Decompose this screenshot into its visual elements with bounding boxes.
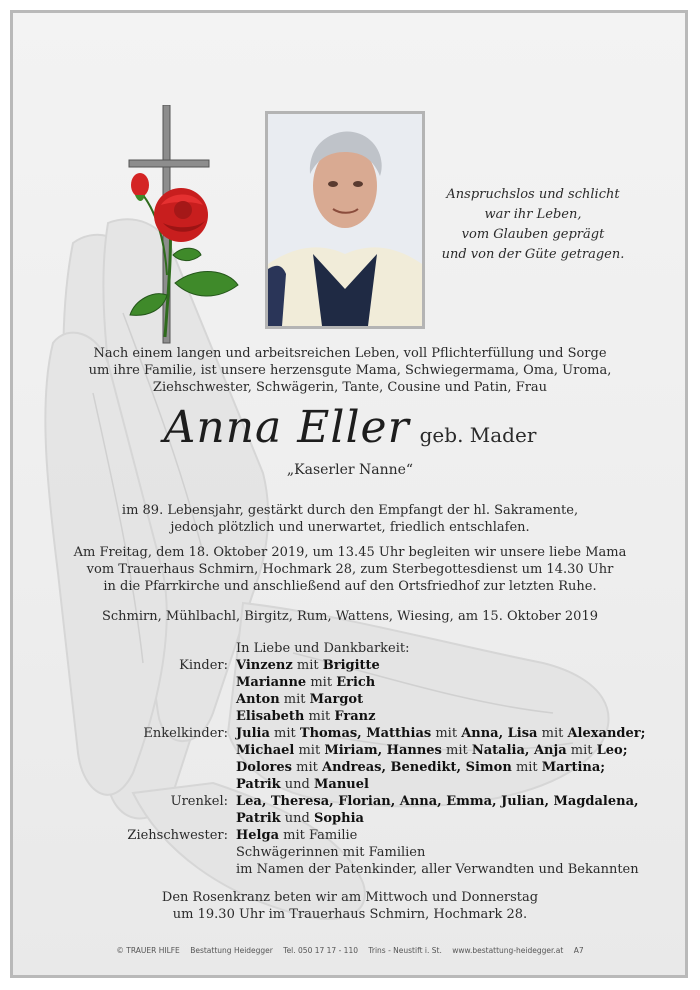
- death-line: im 89. Lebensjahr, gestärkt durch den Empfangt der hl. Sakramente,: [121, 503, 579, 518]
- cross-with-rose-icon: [113, 105, 253, 350]
- connector-text: mit: [511, 760, 542, 775]
- connector-text: und: [280, 811, 314, 826]
- funeral-line: Am Freitag, dem 18. Oktober 2019, um 13.45 Uhr begleiten wir unsere liebe Mama: [73, 545, 627, 560]
- connector-text: mit Familie: [279, 828, 358, 843]
- group-names: [236, 793, 639, 827]
- mourner-name: Margot: [309, 692, 364, 707]
- mourner-name: Alexander;: [567, 726, 646, 741]
- death-text: [60, 502, 640, 536]
- mourner-line: [236, 793, 639, 810]
- connector-text: im Namen der Patenkinder, aller Verwandten und Bekannten: [236, 862, 639, 877]
- mourner-name: Natalia, Anja: [471, 743, 567, 758]
- rosary-line: um 19.30 Uhr im Trauerhaus Schmirn, Hochmark 28.: [172, 907, 528, 922]
- funeral-line: vom Trauerhaus Schmirn, Hochmark 28, zum Sterbegottesdienst um 14.30 Uhr: [86, 562, 614, 577]
- mourner-name: Manuel: [314, 777, 369, 792]
- mourner-name: Anna, Lisa: [461, 726, 538, 741]
- mourner-group-children: [100, 657, 640, 725]
- connector-text: mit: [294, 743, 325, 758]
- connector-text: mit: [441, 743, 472, 758]
- intro-line: Nach einem langen und arbeitsreichen Leben, voll Pflichterfüllung und Sorge: [93, 346, 607, 361]
- mourner-name: Martina;: [541, 760, 606, 775]
- mourner-line: [236, 674, 380, 691]
- deceased-heading: [0, 402, 700, 453]
- intro-text: [60, 345, 640, 396]
- mourners-list: [100, 657, 646, 878]
- intro-line: Ziehschwester, Schwägerin, Tante, Cousine und Patin, Frau: [152, 380, 548, 395]
- nickname: „Kaserler Nanne“: [286, 462, 414, 478]
- group-label: Urenkel:: [170, 794, 228, 809]
- mourner-line: [236, 759, 645, 776]
- quote-line: und von der Güte getragen.: [441, 247, 625, 262]
- mourner-name: Helga: [236, 828, 280, 843]
- funeral-line: in die Pfarrkirche und anschließend auf den Ortsfriedhof zur letzten Ruhe.: [103, 579, 597, 594]
- connector-text: mit: [279, 692, 310, 707]
- mourner-group-great-grandchildren: [100, 793, 640, 827]
- mourner-group-grandchildren: [100, 725, 646, 793]
- mourner-line: [236, 725, 645, 742]
- mourner-name: Brigitte: [322, 658, 380, 673]
- rosary-line: Den Rosenkranz beten wir am Mittwoch und Donnerstag: [161, 890, 539, 905]
- footer-phone: Tel. 050 17 17 - 110: [283, 946, 358, 955]
- mourner-name: Andreas, Benedikt, Simon: [321, 760, 512, 775]
- mourner-name: Thomas, Matthias: [299, 726, 432, 741]
- intro-line: um ihre Familie, ist unsere herzensgute Mama, Schwiegermama, Oma, Uroma,: [88, 363, 612, 378]
- connector-text: mit: [537, 726, 568, 741]
- connector-text: mit: [292, 760, 322, 775]
- group-label: Ziehschwester:: [127, 828, 228, 843]
- connector-text: mit: [292, 658, 323, 673]
- mourner-name: Patrik: [236, 811, 281, 826]
- mourner-name: Dolores: [236, 760, 292, 775]
- deceased-name: Anna Eller: [163, 402, 410, 453]
- group-names: [236, 725, 645, 793]
- mourner-name: Michael: [236, 743, 295, 758]
- mourner-name: Anton: [236, 692, 280, 707]
- group-label: Kinder:: [179, 658, 228, 673]
- footer: [0, 946, 700, 955]
- connector-text: Schwägerinnen mit Familien: [236, 845, 426, 860]
- footer-brand: © TRAUER HILFE: [116, 946, 180, 955]
- mourner-name: Leo;: [596, 743, 628, 758]
- mourner-name: Lea, Theresa, Florian, Anna, Emma, Julian, Magdalena,: [236, 794, 639, 809]
- connector-text: mit: [306, 675, 337, 690]
- mourner-name: Vinzenz: [236, 658, 293, 673]
- footer-company: Bestattung Heidegger: [190, 946, 273, 955]
- mourner-line: [236, 810, 639, 827]
- quote-line: war ihr Leben,: [484, 207, 582, 222]
- mourner-line: [236, 861, 639, 878]
- group-names: [236, 657, 380, 725]
- place-date: Schmirn, Mühlbachl, Birgitz, Rum, Wattens, Wiesing, am 15. Oktober 2019: [101, 609, 598, 624]
- mourner-name: Miriam, Hannes: [324, 743, 442, 758]
- group-label: Enkelkinder:: [143, 726, 228, 741]
- mourner-name: Patrik: [236, 777, 281, 792]
- rosary-text: [60, 889, 640, 923]
- mourner-line: [236, 844, 639, 861]
- footer-location: Trins - Neustift i. St.: [368, 946, 442, 955]
- connector-text: mit: [431, 726, 462, 741]
- mourner-name: Erich: [336, 675, 376, 690]
- mourner-line: [236, 657, 380, 674]
- death-line: jedoch plötzlich und unerwartet, friedlich entschlafen.: [170, 520, 530, 535]
- memorial-quote: [433, 185, 633, 265]
- funeral-text: [60, 544, 640, 595]
- mourner-line: [236, 776, 645, 793]
- birth-name: geb. Mader: [419, 423, 537, 447]
- mourner-name: Franz: [334, 709, 376, 724]
- connector-text: und: [280, 777, 314, 792]
- mourner-line: [236, 742, 645, 759]
- mourner-name: Elisabeth: [236, 709, 305, 724]
- footer-website: www.bestattung-heidegger.at: [452, 946, 564, 955]
- mourners-intro: In Liebe und Dankbarkeit:: [236, 641, 410, 656]
- group-names: [236, 827, 639, 878]
- connector-text: mit: [269, 726, 300, 741]
- quote-line: vom Glauben geprägt: [461, 227, 605, 242]
- mourner-name: Marianne: [236, 675, 307, 690]
- footer-code: A7: [573, 946, 584, 955]
- mourner-group-foster-sister: [100, 827, 640, 878]
- mourner-name: Julia: [236, 726, 270, 741]
- connector-text: mit: [566, 743, 597, 758]
- mourner-name: Sophia: [314, 811, 364, 826]
- mourner-line: [236, 827, 639, 844]
- portrait-photo: [265, 111, 425, 329]
- connector-text: mit: [304, 709, 335, 724]
- mourner-line: [236, 708, 380, 725]
- mourner-line: [236, 691, 380, 708]
- quote-line: Anspruchslos und schlicht: [446, 187, 620, 202]
